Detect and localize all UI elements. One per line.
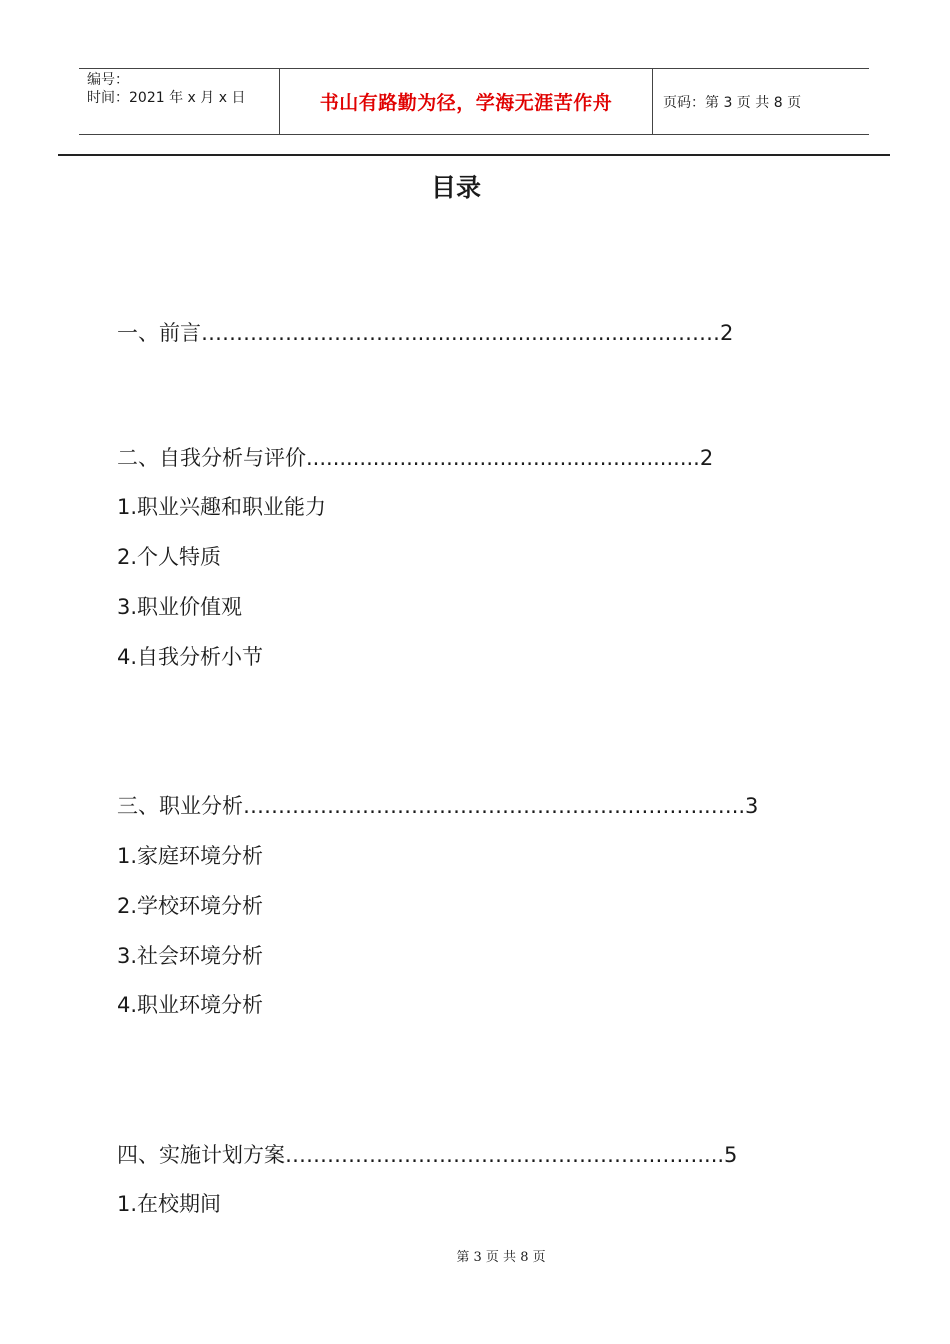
page-footer: 第 3 页 共 8 页 bbox=[456, 1250, 546, 1265]
toc-entry-self-analysis[interactable]: 二、自我分析与评价...........................................................2 bbox=[117, 446, 714, 470]
toc-subitem[interactable]: 2.学校环境分析 bbox=[117, 894, 264, 918]
toc-entry-preface[interactable]: 一、前言…………………………........................................……2 bbox=[117, 321, 734, 345]
header-page-cell bbox=[653, 69, 869, 134]
toc-subitem[interactable]: 1.在校期间 bbox=[117, 1192, 222, 1216]
header-motto: 书山有路勤为径，学海无涯苦作舟 bbox=[319, 92, 613, 114]
toc-subitem[interactable]: 1.职业兴趣和职业能力 bbox=[117, 495, 327, 519]
toc-subitem[interactable]: 3.职业价值观 bbox=[117, 595, 243, 619]
toc-subitem[interactable]: 3.社会环境分析 bbox=[117, 944, 264, 968]
header-divider bbox=[58, 154, 890, 156]
toc-subitem[interactable]: 1.家庭环境分析 bbox=[117, 844, 264, 868]
toc-subitem[interactable]: 4.自我分析小节 bbox=[117, 645, 264, 669]
document-date: 时间：2021 年 x 月 x 日 bbox=[87, 90, 246, 106]
header-motto-cell bbox=[280, 69, 653, 134]
header-meta-cell bbox=[79, 69, 280, 134]
toc-entry-career-analysis[interactable]: 三、职业分析………………………………………………..………..…..3 bbox=[117, 794, 759, 818]
toc-subitem[interactable]: 4.职业环境分析 bbox=[117, 993, 264, 1017]
header-table bbox=[79, 68, 869, 135]
toc-subitem[interactable]: 2.个人特质 bbox=[117, 545, 222, 569]
toc-entry-implementation-plan[interactable]: 四、实施计划方案……………………………………………..……....5 bbox=[117, 1143, 738, 1167]
page-title: 目录 bbox=[430, 173, 481, 202]
document-number-label: 编号： bbox=[87, 72, 129, 88]
header-page-info: 页码：第 3 页 共 8 页 bbox=[663, 94, 802, 111]
